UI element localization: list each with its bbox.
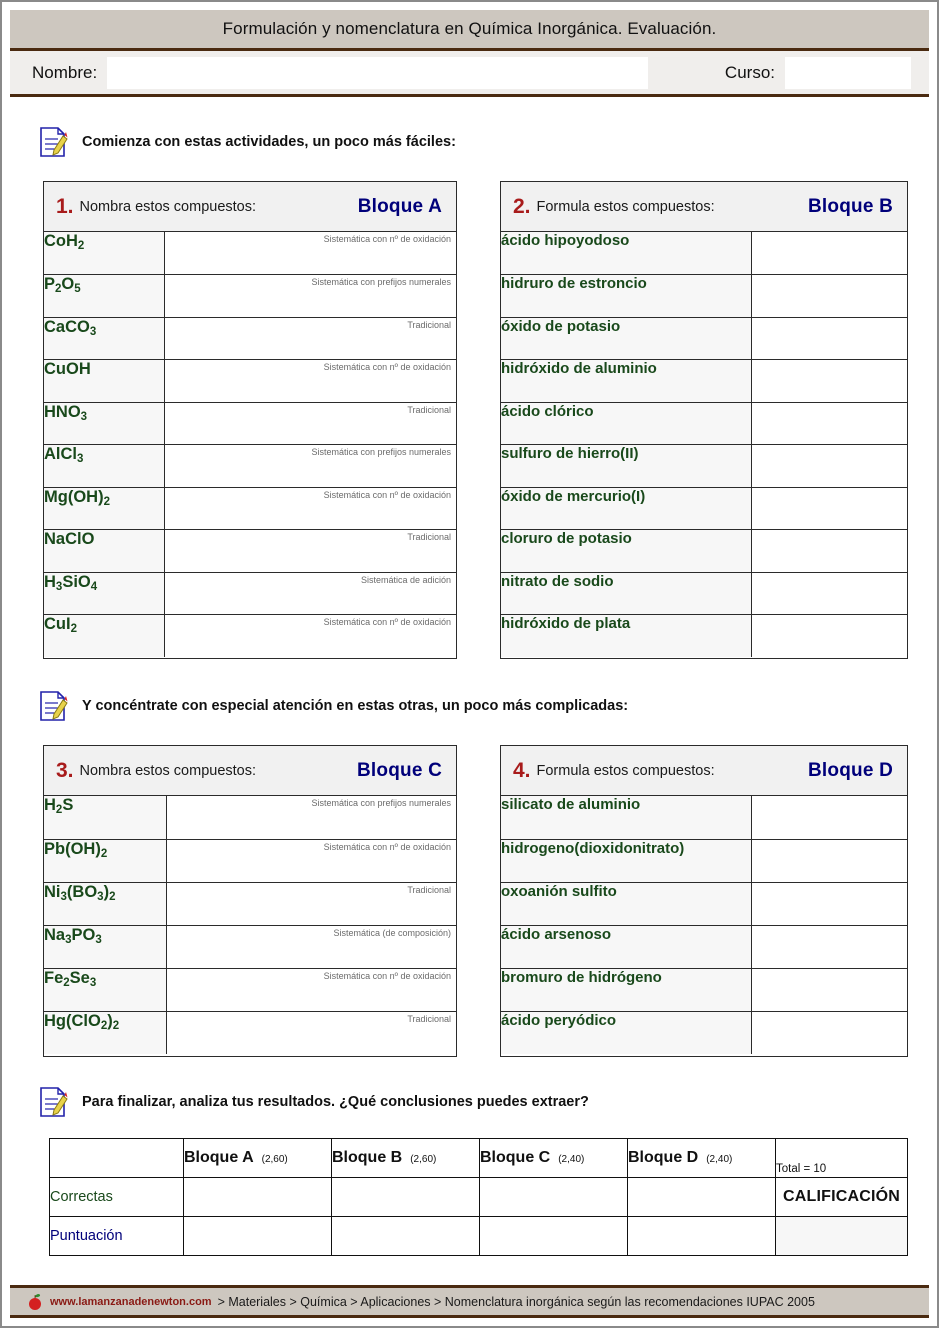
exercise-block-b — [500, 181, 908, 659]
course-input[interactable] — [785, 57, 911, 89]
nomenclature-hint: Tradicional — [407, 1013, 451, 1024]
block-b-prompt: Formula estos compuestos: — [536, 198, 715, 215]
answer-input[interactable] — [751, 275, 907, 318]
puntuacion-cell-b[interactable] — [332, 1217, 480, 1256]
results-label-correctas: Correctas — [50, 1178, 184, 1217]
answer-input[interactable] — [751, 232, 907, 275]
table-row — [44, 615, 456, 658]
instruction-text-2: Y concéntrate con especial atención en estas otras, un poco más complicadas: — [82, 698, 629, 714]
correctas-cell-b[interactable] — [332, 1178, 480, 1217]
answer-input[interactable] — [164, 402, 456, 445]
block-b-table — [501, 232, 907, 657]
block-a-number: 1. — [56, 194, 74, 218]
nomenclature-hint: Sistemática con nº de oxidación — [323, 970, 451, 981]
answer-input[interactable] — [751, 445, 907, 488]
compound-name-cell — [501, 317, 751, 360]
results-col-b-name: Bloque B — [332, 1149, 403, 1166]
answer-input[interactable] — [164, 232, 456, 275]
notepad-pencil-icon — [38, 1086, 68, 1118]
block-c-rows — [44, 796, 456, 1054]
answer-input[interactable] — [751, 402, 907, 445]
compound-formula: CoH$_2$ — [44, 232, 85, 252]
results-col-d — [628, 1139, 776, 1178]
answer-input[interactable] — [166, 1011, 456, 1054]
block-b-header — [501, 182, 907, 232]
compound-name: sulfuro de hierro(II) — [501, 445, 639, 462]
nomenclature-hint: Tradicional — [407, 319, 451, 330]
block-c-prompt: Nombra estos compuestos: — [79, 762, 257, 779]
table-row — [44, 402, 456, 445]
block-d-label: Bloque D — [808, 759, 893, 781]
compound-name: nitrato de sodio — [501, 572, 614, 590]
compound-formula-cell — [44, 1011, 166, 1054]
table-row — [501, 530, 907, 573]
nomenclature-hint: Sistemática con nº de oxidación — [323, 234, 451, 244]
table-row — [501, 839, 907, 882]
nomenclature-hint: Sistemática con prefijos numerales — [311, 277, 451, 287]
compound-formula-cell — [44, 925, 166, 968]
block-a-prompt: Nombra estos compuestos: — [79, 198, 257, 215]
compound-formula-cell — [44, 968, 166, 1011]
results-summary — [49, 1138, 907, 1256]
results-total-cell — [776, 1139, 908, 1178]
table-row — [44, 317, 456, 360]
block-c-table — [44, 796, 456, 1054]
compound-name: oxoanión sulfito — [501, 882, 617, 900]
table-row — [44, 968, 456, 1011]
compound-name-cell — [501, 232, 751, 275]
page-footer — [10, 1285, 929, 1318]
answer-input[interactable] — [164, 487, 456, 530]
grade-value-cell[interactable] — [776, 1217, 908, 1256]
table-row — [501, 487, 907, 530]
results-header-row — [50, 1139, 908, 1178]
compound-formula: $Fe_2Se_3$ — [44, 968, 97, 989]
correctas-cell-a[interactable] — [184, 1178, 332, 1217]
answer-input[interactable] — [166, 882, 456, 925]
breadcrumb: > Materiales > Química > Aplicaciones > Nomenclatura inorgánica según las recomendaciones IUPAC 2005 — [217, 1294, 815, 1309]
compound-name: hidrogeno(dioxidonitrato) — [501, 839, 685, 857]
table-row — [501, 615, 907, 658]
results-col-b-points: (2,60) — [410, 1154, 437, 1165]
correctas-cell-c[interactable] — [480, 1178, 628, 1217]
block-b-number: 2. — [513, 194, 531, 218]
apple-logo-icon — [26, 1292, 50, 1312]
compound-name: ácido arsenoso — [501, 925, 612, 943]
table-row — [501, 402, 907, 445]
table-row — [44, 530, 456, 573]
compound-formula: $Mg(OH)_2$ — [44, 487, 110, 508]
compound-name-cell — [501, 487, 751, 530]
results-total-text: Total = 10 — [776, 1163, 827, 1175]
compound-formula: CuI$_2$ — [44, 615, 77, 635]
compound-formula: $Ni_3(BO_3)_2$ — [44, 882, 116, 903]
table-row — [44, 925, 456, 968]
compound-name-cell — [501, 445, 751, 488]
results-col-d-name: Bloque D — [628, 1149, 699, 1166]
compound-name: ácido hipoyodoso — [501, 232, 630, 249]
table-row — [501, 882, 907, 925]
table-row — [501, 1011, 907, 1054]
compound-name: silicato de aluminio — [501, 796, 641, 813]
table-row — [44, 1011, 456, 1054]
block-d-header — [501, 746, 907, 796]
exercise-block-a — [43, 181, 457, 659]
compound-formula-cell — [44, 572, 164, 615]
block-c-header — [44, 746, 456, 796]
compound-name-cell — [501, 402, 751, 445]
compound-formula: $H_3SiO_4$ — [44, 572, 98, 593]
nomenclature-hint: Sistemática con prefijos numerales — [311, 447, 451, 457]
compound-formula-cell — [44, 317, 164, 360]
compound-formula: $Na_3PO_3$ — [44, 925, 102, 946]
block-d-table — [501, 796, 907, 1054]
course-label: Curso: — [724, 62, 775, 82]
compound-name-cell — [501, 882, 751, 925]
results-col-b — [332, 1139, 480, 1178]
block-b-rows — [501, 232, 907, 657]
nomenclature-hint: Sistemática con nº de oxidación — [323, 841, 451, 852]
compound-formula-cell — [44, 402, 164, 445]
compound-name-cell — [501, 839, 751, 882]
compound-formula: NaClO — [44, 530, 95, 548]
answer-input[interactable] — [751, 360, 907, 403]
compound-name-cell — [501, 968, 751, 1011]
site-url[interactable]: www.lamanzanadenewton.com — [50, 1295, 212, 1308]
table-row — [501, 968, 907, 1011]
answer-input[interactable] — [164, 530, 456, 573]
answer-input[interactable] — [751, 968, 907, 1011]
answer-input[interactable] — [751, 882, 907, 925]
nomenclature-hint: Sistemática de adición — [360, 574, 451, 585]
table-row — [501, 317, 907, 360]
compound-formula-cell — [44, 796, 166, 839]
answer-input[interactable] — [751, 796, 907, 839]
compound-name: cloruro de potasio — [501, 530, 632, 547]
table-row — [44, 487, 456, 530]
instruction-row-2 — [38, 690, 628, 722]
answer-input[interactable] — [166, 968, 456, 1011]
compound-name: ácido clórico — [501, 402, 594, 420]
compound-name: ácido peryódico — [501, 1011, 617, 1029]
table-row — [44, 572, 456, 615]
table-row — [501, 925, 907, 968]
answer-input[interactable] — [751, 925, 907, 968]
table-row — [44, 445, 456, 488]
compound-name: hidruro de estroncio — [501, 275, 647, 292]
block-d-rows — [501, 796, 907, 1054]
compound-name-cell — [501, 615, 751, 658]
block-a-header — [44, 182, 456, 232]
compound-formula: CuOH — [44, 360, 91, 378]
results-row-puntuacion — [50, 1217, 908, 1256]
block-b-label: Bloque B — [808, 195, 893, 217]
compound-name-cell — [501, 1011, 751, 1054]
compound-formula-cell — [44, 232, 164, 275]
block-d-number: 4. — [513, 758, 531, 782]
compound-name-cell — [501, 796, 751, 839]
answer-input[interactable] — [164, 360, 456, 403]
compound-formula-cell — [44, 882, 166, 925]
results-corner — [50, 1139, 184, 1178]
compound-formula-cell — [44, 275, 164, 318]
title-bar — [10, 10, 929, 51]
instruction-text-3: Para finalizar, analiza tus resultados. ¿Qué conclusiones puedes extraer? — [82, 1094, 589, 1110]
table-row — [501, 572, 907, 615]
worksheet-header — [10, 10, 929, 98]
table-row — [44, 839, 456, 882]
table-row — [501, 275, 907, 318]
answer-input[interactable] — [751, 487, 907, 530]
compound-formula-cell — [44, 839, 166, 882]
compound-name-cell — [501, 530, 751, 573]
compound-formula: $Hg(ClO_2)_2$ — [44, 1011, 120, 1032]
answer-input[interactable] — [166, 925, 456, 968]
nomenclature-hint: Tradicional — [407, 404, 451, 415]
results-col-c — [480, 1139, 628, 1178]
table-row — [44, 882, 456, 925]
answer-input[interactable] — [164, 275, 456, 318]
compound-formula: $H_2S$ — [44, 796, 74, 816]
nomenclature-hint: Tradicional — [407, 884, 451, 895]
compound-formula: $Pb(OH)_2$ — [44, 839, 108, 860]
block-a-label: Bloque A — [357, 195, 442, 217]
results-col-a-name: Bloque A — [184, 1149, 254, 1166]
block-c-number: 3. — [56, 758, 74, 782]
compound-name-cell — [501, 925, 751, 968]
compound-formula-cell — [44, 615, 164, 658]
results-label-puntuacion: Puntuación — [50, 1217, 184, 1256]
answer-input[interactable] — [164, 317, 456, 360]
answer-input[interactable] — [751, 530, 907, 573]
compound-formula: $P_2O_5$ — [44, 275, 81, 295]
answer-input[interactable] — [751, 615, 907, 658]
compound-name-cell — [501, 275, 751, 318]
compound-formula-cell — [44, 360, 164, 403]
compound-name-cell — [501, 360, 751, 403]
table-row — [501, 360, 907, 403]
puntuacion-cell-a[interactable] — [184, 1217, 332, 1256]
compound-formula-cell — [44, 487, 164, 530]
answer-input[interactable] — [166, 796, 456, 839]
table-row — [501, 445, 907, 488]
results-col-a — [184, 1139, 332, 1178]
table-row — [44, 232, 456, 275]
compound-name: bromuro de hidrógeno — [501, 968, 662, 986]
answer-input[interactable] — [166, 839, 456, 882]
block-a-table — [44, 232, 456, 657]
answer-input[interactable] — [164, 615, 456, 658]
compound-formula: $HNO_3$ — [44, 402, 88, 423]
instruction-text-1: Comienza con estas actividades, un poco más fáciles: — [82, 134, 456, 150]
results-row-correctas — [50, 1178, 908, 1217]
block-c-label: Bloque C — [357, 759, 442, 781]
nomenclature-hint: Sistemática con nº de oxidación — [323, 489, 451, 500]
compound-name: óxido de mercurio(I) — [501, 487, 646, 505]
name-input[interactable] — [107, 57, 648, 89]
notepad-pencil-icon — [38, 126, 68, 158]
compound-formula: AlCl$_3$ — [44, 445, 84, 465]
answer-input[interactable] — [751, 839, 907, 882]
compound-name-cell — [501, 572, 751, 615]
instruction-row-3 — [38, 1086, 589, 1118]
exercise-block-d — [500, 745, 908, 1057]
answer-input[interactable] — [751, 1011, 907, 1054]
correctas-cell-d[interactable] — [628, 1178, 776, 1217]
puntuacion-cell-d[interactable] — [628, 1217, 776, 1256]
results-col-c-name: Bloque C — [480, 1149, 551, 1166]
compound-name: hidróxido de plata — [501, 615, 631, 632]
exercise-block-c — [43, 745, 457, 1057]
table-row — [501, 232, 907, 275]
results-col-d-points: (2,40) — [706, 1154, 733, 1165]
student-id-bar — [10, 51, 929, 97]
results-col-a-points: (2,60) — [261, 1154, 288, 1165]
puntuacion-cell-c[interactable] — [480, 1217, 628, 1256]
results-col-c-points: (2,40) — [558, 1154, 585, 1165]
nomenclature-hint: Sistemática con nº de oxidación — [323, 362, 451, 372]
compound-formula-cell — [44, 445, 164, 488]
compound-formula: CaCO$_3$ — [44, 317, 97, 338]
nomenclature-hint: Sistemática con prefijos numerales — [311, 798, 451, 808]
nomenclature-hint: Sistemática (de composición) — [333, 927, 451, 938]
answer-input[interactable] — [164, 572, 456, 615]
block-a-rows — [44, 232, 456, 657]
grade-title-cell: CALIFICACIÓN — [776, 1178, 908, 1217]
table-row — [44, 275, 456, 318]
compound-name: hidróxido de aluminio — [501, 360, 657, 377]
nomenclature-hint: Sistemática con nº de oxidación — [323, 617, 451, 627]
table-row — [44, 796, 456, 839]
answer-input[interactable] — [751, 317, 907, 360]
results-table — [49, 1138, 908, 1256]
nomenclature-hint: Tradicional — [407, 532, 451, 542]
table-row — [501, 796, 907, 839]
compound-name: óxido de potasio — [501, 317, 621, 335]
page-title: Formulación y nomenclatura en Química Inorgánica. Evaluación. — [222, 19, 717, 38]
answer-input[interactable] — [751, 572, 907, 615]
answer-input[interactable] — [164, 445, 456, 488]
instruction-row-1 — [38, 126, 456, 158]
block-d-prompt: Formula estos compuestos: — [536, 762, 715, 779]
table-row — [44, 360, 456, 403]
notepad-pencil-icon — [38, 690, 68, 722]
name-label: Nombre: — [32, 62, 98, 82]
compound-formula-cell — [44, 530, 164, 573]
